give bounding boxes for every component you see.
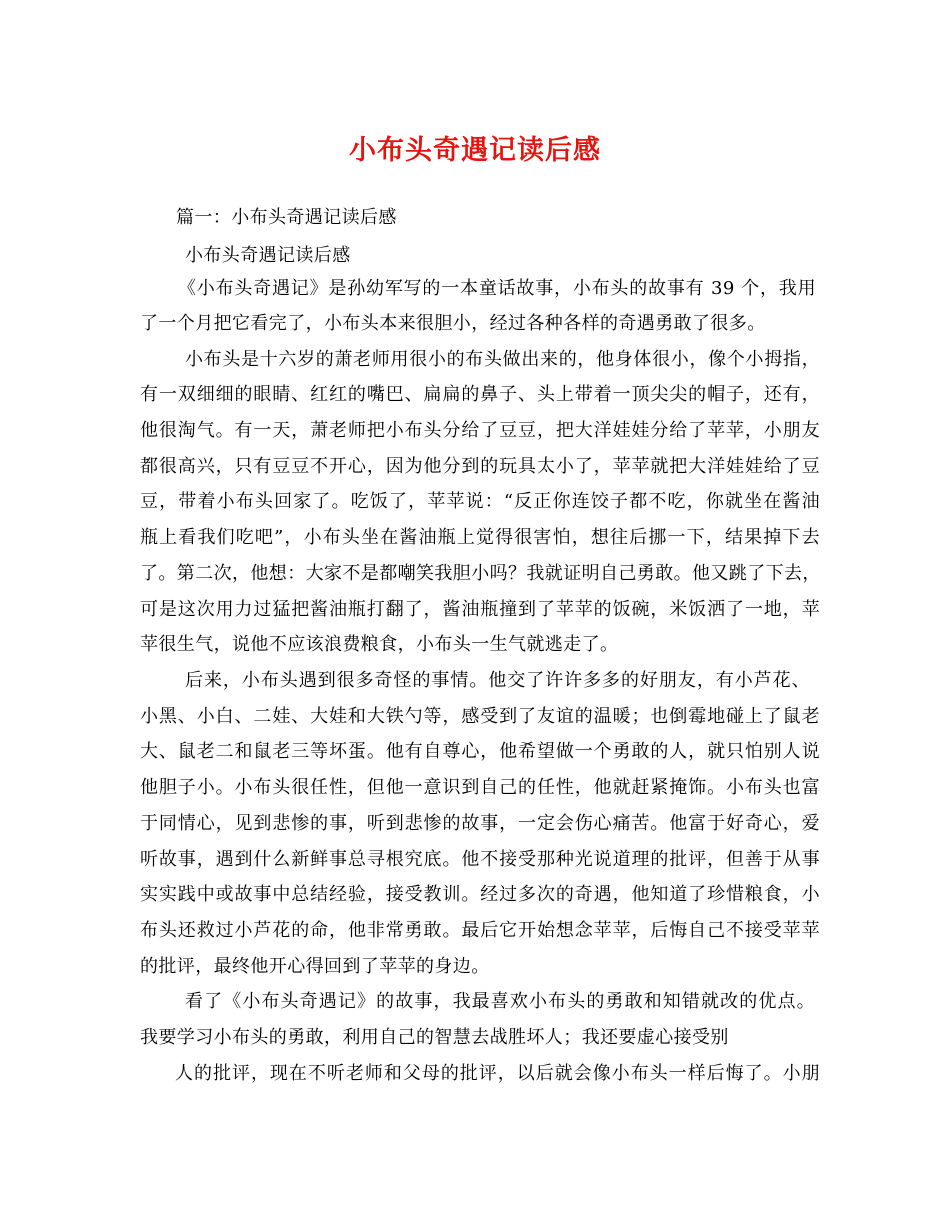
text-line: 人的批评，现在不听老师和父母的批评，以后就会像小布头一样后悔了。小朋 <box>175 1063 820 1084</box>
text-line: 了一个月把它看完了，小布头本来很胆小，经过各种各样的奇遇勇敢了很多。 <box>140 313 766 334</box>
text-line: 小布头是十六岁的萧老师用很小的布头做出来的，他身体很小，像个小拇指， <box>185 349 820 370</box>
text-line: 《小布头奇遇记》是孙幼军写的一本童话故事，小布头的故事有 39 个，我用 <box>178 278 816 299</box>
text-line: 后来，小布头遇到很多奇怪的事情。他交了许许多多的好朋友，有小芦花、 <box>185 670 810 691</box>
text-line: 大、鼠老二和鼠老三等坏蛋。他有自尊心，他希望做一个勇敢的人，就只怕别人说 <box>140 741 820 762</box>
text-line: 看了《小布头奇遇记》的故事，我最喜欢小布头的勇敢和知错就改的优点。 <box>185 991 815 1012</box>
text-line: 他胆子小。小布头很任性，但他一意识到自己的任性，他就赶紧掩饰。小布头也富 <box>140 777 820 798</box>
text-line: 瓶上看我们吃吧”，小布头坐在酱油瓶上觉得很害怕，想往后挪一下，结果掉下去 <box>140 527 820 548</box>
text-line: 豆，带着小布头回家了。吃饭了，苹苹说：“反正你连饺子都不吃，你就坐在酱油 <box>140 491 820 512</box>
text-line: 的批评，最终他开心得回到了苹苹的身边。 <box>140 956 490 977</box>
text-line: 都很高兴，只有豆豆不开心，因为他分到的玩具太小了，苹苹就把大洋娃娃给了豆 <box>140 456 820 477</box>
text-line: 听故事，遇到什么新鲜事总寻根究底。他不接受那种光说道理的批评，但善于从事 <box>140 849 820 870</box>
text-line: 可是这次用力过猛把酱油瓶打翻了，酱油瓶撞到了苹苹的饭碗，米饭洒了一地，苹 <box>140 599 820 620</box>
text-line: 布头还救过小芦花的命，他非常勇敢。最后它开始想念苹苹，后悔自己不接受苹苹 <box>140 920 820 941</box>
text-line: 于同情心，见到悲惨的事，听到悲惨的故事，一定会伤心痛苦。他富于好奇心，爱 <box>140 813 820 834</box>
text-line: 小黑、小白、二娃、大娃和大铁勺等，感受到了友谊的温暖；也倒霉地碰上了鼠老 <box>140 706 820 727</box>
text-line: 他很淘气。有一天，萧老师把小布头分给了豆豆，把大洋娃娃分给了苹苹，小朋友 <box>140 420 820 441</box>
subheading: 小布头奇遇记读后感 <box>185 245 351 266</box>
text-line: 我要学习小布头的勇敢，利用自己的智慧去战胜坏人；我还要虚心接受别 <box>140 1027 729 1048</box>
text-line: 了。第二次，他想：大家不是都嘲笑我胆小吗？我就证明自己勇敢。他又跳了下去， <box>140 563 821 584</box>
text-line: 苹很生气，说他不应该浪费粮食，小布头一生气就逃走了。 <box>140 634 619 655</box>
text-line: 有一双细细的眼睛、红红的嘴巴、扁扁的鼻子、头上带着一顶尖尖的帽子，还有， <box>140 384 820 405</box>
document-title: 小布头奇遇记读后感 <box>349 135 601 166</box>
section-heading: 篇一：小布头奇遇记读后感 <box>176 207 397 228</box>
text-line: 实实践中或故事中总结经验，接受教训。经过多次的奇遇，他知道了珍惜粮食，小 <box>140 884 820 905</box>
